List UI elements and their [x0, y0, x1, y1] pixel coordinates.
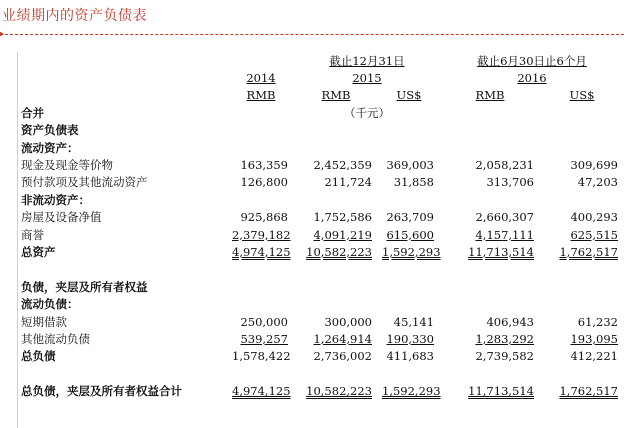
currency-rmb-2014: RMB: [246, 88, 276, 103]
cell-value: 11,713,514: [468, 384, 534, 399]
section-current-liab: 流动负债：: [21, 297, 79, 312]
cell-value: 4,974,125: [232, 384, 291, 399]
cell-value: 400,293: [570, 210, 618, 225]
cell-value: 211,724: [324, 175, 372, 190]
cell-value: 263,709: [386, 210, 434, 225]
year-2016: 2016: [517, 71, 547, 86]
row-label-grand-total: 总负债，夹层及所有者权益合计: [21, 384, 182, 399]
cell-value: 126,800: [240, 175, 288, 190]
cell-value: 539,257: [240, 331, 288, 346]
cell-value: 11,713,514: [468, 244, 534, 259]
section-balance-sheet: 资产负债表: [21, 123, 79, 138]
cell-value: 615,600: [386, 227, 434, 242]
table-row: [18, 226, 624, 243]
row-label-total-assets: 总资产: [21, 244, 56, 259]
row-label-total-liab: 总负债: [21, 349, 56, 364]
blank-cell: [18, 52, 228, 69]
cell-value: 250,000: [240, 314, 288, 329]
section-noncurrent-assets: 非流动资产：: [21, 192, 90, 207]
cell-value: 45,141: [393, 314, 434, 329]
cell-value: 313,706: [486, 175, 534, 190]
currency-rmb-2016: RMB: [475, 88, 505, 103]
cell-value: 190,330: [386, 331, 434, 346]
cell-value: 10,582,223: [306, 384, 372, 399]
row-label-cash: 现金及现金等价物: [21, 158, 113, 173]
cell-value: 61,232: [577, 314, 618, 329]
cell-value: 412,221: [570, 349, 618, 364]
table-row: [18, 209, 624, 226]
table-row-grand-total: [18, 382, 624, 399]
group-header-dec31: 截止12月31日: [329, 53, 405, 68]
cell-value: 369,003: [386, 158, 434, 173]
table-row: [18, 330, 624, 347]
unit-label: （千元）: [344, 105, 390, 120]
blank-cell: [228, 52, 294, 69]
cell-value: 2,452,359: [313, 158, 372, 173]
row-label-goodwill: 商誉: [21, 227, 44, 242]
row-label-ppe: 房屋及设备净值: [21, 210, 102, 225]
cell-value: 309,699: [570, 158, 618, 173]
page-title: 业绩期内的资产负债表: [2, 8, 147, 24]
cell-value: 10,582,223: [306, 244, 372, 259]
cell-value: 47,203: [577, 175, 618, 190]
section-liab-equity: 负债，夹层及所有者权益: [21, 279, 148, 294]
cell-value: 2,660,307: [475, 210, 534, 225]
balance-sheet-table-container: [17, 52, 624, 428]
cell-value: 31,858: [393, 175, 434, 190]
table-row-total: [18, 348, 624, 365]
cell-value: 2,736,002: [313, 349, 372, 364]
cell-value: 4,974,125: [232, 244, 291, 259]
cell-value: 163,359: [240, 158, 288, 173]
cell-value: 1,283,292: [475, 331, 534, 346]
cell-value: 411,683: [386, 349, 434, 364]
currency-usd-2016: US$: [569, 88, 595, 103]
year-2014: 2014: [246, 71, 276, 86]
cell-value: 2,379,182: [232, 227, 291, 242]
group-header-jun30: 截止6月30日止6个月: [477, 53, 587, 68]
cell-value: 925,868: [240, 210, 288, 225]
year-2015: 2015: [352, 71, 382, 86]
blank-cell: [18, 69, 228, 86]
row-label-short-loans: 短期借款: [21, 314, 67, 329]
row-label-prepaid: 预付款项及其他流动资产: [21, 175, 148, 190]
cell-value: 1,592,293: [382, 244, 441, 259]
section-current-assets: 流动资产：: [21, 140, 79, 155]
cell-value: 1,762,517: [559, 244, 618, 259]
cell-value: 4,091,219: [313, 227, 372, 242]
row-label-other-current-liab: 其他流动负债: [21, 331, 90, 346]
table-row-total: [18, 243, 624, 260]
section-combined: 合并: [21, 105, 44, 120]
table-row: [18, 174, 624, 191]
cell-value: 2,739,582: [475, 349, 534, 364]
balance-sheet-table: [18, 52, 624, 400]
cell-value: 4,157,111: [475, 227, 534, 242]
cell-value: 625,515: [570, 227, 618, 242]
currency-rmb-2015: RMB: [321, 88, 351, 103]
cell-value: 1,264,914: [313, 331, 372, 346]
cell-value: 1,592,293: [382, 384, 441, 399]
title-divider: [0, 34, 624, 35]
cell-value: 1,762,517: [559, 384, 618, 399]
cell-value: 1,578,422: [232, 349, 291, 364]
cell-value: 2,058,231: [475, 158, 534, 173]
cell-value: 406,943: [486, 314, 534, 329]
cell-value: 1,752,586: [313, 210, 372, 225]
cell-value: 193,095: [570, 331, 618, 346]
blank-cell: [18, 87, 228, 104]
currency-usd-2015: US$: [396, 88, 422, 103]
cell-value: 300,000: [324, 314, 372, 329]
table-row: [18, 313, 624, 330]
table-row: [18, 156, 624, 173]
